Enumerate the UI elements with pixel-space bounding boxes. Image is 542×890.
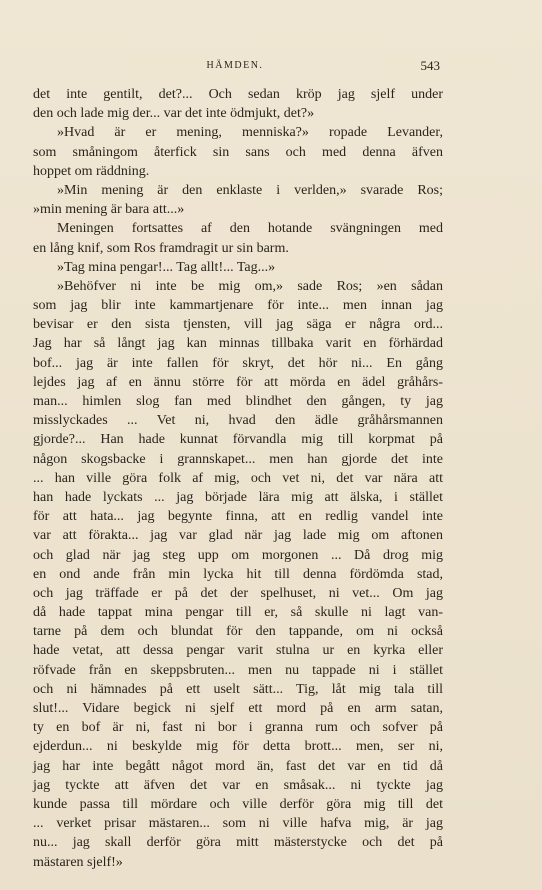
text-line: och ni hämnades på ett uselt sätt... Tig, låt mig tala till	[33, 681, 443, 697]
text-line: och glad när jag steg upp om morgonen ... Då drog mig	[33, 547, 443, 563]
text-line: misslyckades ... Vet ni, hvad den ädle gråhårsmannen	[33, 413, 443, 429]
text-line: var att förakta... jag var glad när jag lade mig om aftonen	[33, 528, 443, 544]
text-line: en lång knif, som Ros framdragit ur sin barm.	[33, 240, 289, 256]
text-line: mästaren sjelf!»	[33, 854, 123, 870]
text-line: man... himlen slog fan med blindhet den gången, ty jag	[33, 394, 443, 409]
text-line: nu... jag skall derför göra mitt mästerstycke och det på	[33, 835, 443, 851]
text-line: lejdes jag af en ännu större för att mörda en ädel gråhårs-	[33, 374, 443, 390]
text-line: hade vetat, att dessa pengar varit stulna ur en kyrka eller	[33, 643, 443, 659]
text-line: Meningen fortsattes af den hotande svängningen med	[57, 221, 443, 237]
text-line: slut!... Vidare begick ni sjelf ett mord på en arm satan,	[33, 701, 443, 716]
text-line: ... han ville göra folk af mig, och vet ni, det var nära att	[33, 470, 443, 486]
text-line: röfvade från en skeppsbruten... men nu tappade ni i stället	[33, 662, 443, 678]
running-title: HÄMDEN.	[206, 60, 264, 71]
text-line: den och lade mig der... var det inte ödmjukt, det?»	[33, 106, 315, 122]
text-line: jag tyckte att äfven det var en småsak... ni tyckte jag	[33, 777, 443, 793]
text-line: ejderdun... ni beskylde mig för detta brott... men, ser ni,	[33, 739, 443, 755]
text-line: Jag har så långt jag kan minnas tillbaka varit en förhärdad	[33, 336, 443, 352]
text-line: han hade lyckats ... jag började lära mig att älska, i stället	[33, 489, 443, 505]
text-line: »Tag mina pengar!... Tag allt!... Tag...»	[57, 259, 276, 275]
text-line: det inte gentilt, det?... Och sedan kröp jag sjelf under	[33, 87, 443, 102]
text-line: »min mening är bara att...»	[33, 202, 185, 218]
text-line: tarne på dem och blundat för den tappande, om ni också	[33, 624, 443, 640]
text-line: »Behöfver ni inte be mig om,» sade Ros; »en sådan	[57, 278, 443, 294]
text-line: ty en bof är ni, fast ni bor i granna rum och sofver på	[33, 720, 443, 736]
body-text	[33, 85, 443, 872]
text-line: kunde passa till mördare och ville derför göra mig till det	[33, 796, 443, 812]
text-line: som småningom återfick sin sans och med denna äfven	[33, 144, 443, 160]
text-line: bof... jag är inte fallen för skryt, det hör ni... En gång	[33, 355, 443, 371]
text-line: jag har inte begått något mord än, fast det var en tid då	[33, 758, 443, 774]
text-line: »Hvad är er mening, menniska?» ropade Levander,	[57, 125, 443, 141]
text-line: hoppet om räddning.	[33, 163, 150, 179]
page-header	[30, 60, 440, 80]
text-line: bevisar er den sista tjensten, vill jag säga er några ord...	[33, 317, 443, 333]
text-line: någon skogsbacke i grannskapet... men han gjorde det inte	[33, 451, 443, 467]
text-line: då hade tappat mina pengar till er, så skulle ni lagt van-	[33, 605, 443, 621]
text-line: och jag träffade er på det der spelhuset, ni vet... Om jag	[33, 585, 443, 601]
text-line: en ond ande från min lycka hit till denna fördömda stad,	[33, 566, 443, 582]
text-line: som jag blir inte kammartjenare för inte... men innan jag	[33, 298, 443, 314]
text-line: ... verket prisar mästaren... som ni ville hafva mig, är jag	[33, 816, 443, 832]
page-number: 543	[420, 58, 440, 73]
text-line: gjorde?... Han hade kunnat förvandla mig till korpmat på	[33, 432, 443, 448]
text-line: »Min mening är den enklaste i verlden,» svarade Ros;	[57, 182, 443, 198]
text-line: för att hata... jag begynte finna, att en redlig vandel inte	[33, 509, 443, 525]
